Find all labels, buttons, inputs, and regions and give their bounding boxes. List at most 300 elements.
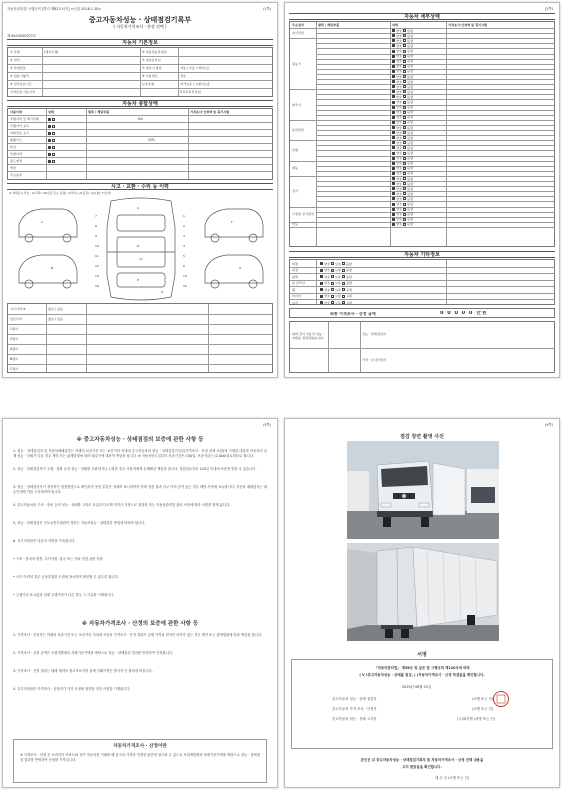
checkbox-good[interactable] <box>320 275 323 278</box>
checkbox-good[interactable] <box>48 118 51 121</box>
state-word: 양호 <box>396 84 402 89</box>
detail-group-line <box>290 227 554 228</box>
detail-group-line <box>290 176 554 177</box>
checkbox-bad[interactable] <box>403 116 406 119</box>
diagram-label: 15 <box>183 284 187 288</box>
final-price-value: 0 0 0 0 0 만원 <box>440 311 488 315</box>
checkbox-good[interactable] <box>392 131 395 134</box>
detail-state-checks <box>392 161 413 165</box>
checkbox-good[interactable] <box>392 157 395 160</box>
checkbox-bad[interactable] <box>403 106 406 109</box>
other-row: 외장 <box>292 261 298 266</box>
checkbox-good[interactable] <box>392 116 395 119</box>
state-word: 양호 <box>396 74 402 79</box>
checkbox-good[interactable] <box>392 146 395 149</box>
checkbox-bad[interactable] <box>52 132 55 135</box>
checkbox-good[interactable] <box>392 141 395 144</box>
state-word: 불량 <box>406 49 413 53</box>
basic-key: ④ 원동기형식 <box>10 74 29 78</box>
checkbox-bad[interactable] <box>52 160 55 163</box>
accident-legend: ※ 상태표시 부호 : X(교환), W(판금 또는 용접), C(부식), A(흠집), U(요철), T(손상) <box>9 191 112 195</box>
signature-box <box>289 321 555 373</box>
detail-state-checks <box>392 115 413 119</box>
checkbox-bad[interactable] <box>403 146 406 149</box>
checkbox-bad[interactable] <box>52 146 55 149</box>
document-number: 제 8420000972호 <box>7 34 37 38</box>
detail-row-line <box>316 171 554 172</box>
unit-km: Km <box>138 117 144 121</box>
state-word: 불량 <box>406 186 413 191</box>
diagram-label: 3 <box>183 234 185 238</box>
detail-row-line <box>316 135 554 136</box>
paragraph: 5. 성능 · 상태점검은 국토교통부장관이 정하는 자동차성능 · 상태점검 방법에 따라야 합니다. <box>13 521 146 525</box>
page-number: (2쪽) <box>544 7 553 11</box>
detail-row-line <box>316 166 554 167</box>
checkbox-good[interactable] <box>320 282 323 285</box>
paragraph: 1. 성능 · 상태점검자 및 자동차매매업자는 아래의 보증기간 또는 보증거리 이내에 중고자동차의 성능 · 상태점검기록부(가격조사 · 산정 선택 포함)에 기재된 내용과 자동차의 실제 성능 · 상태가 다른 경우 계약 또는 관계법령에 따라 매수인에 대하여 책임을 집니다. ※ 자동차인도일부터 보증기간은 (30)일, 보증거리는 (2,000)킬로미터로 합니다. <box>13 449 267 459</box>
overall-row: 특별이력 <box>10 152 22 156</box>
checkbox-bad[interactable] <box>52 125 55 128</box>
section-other-info: 자동차 기타정보 <box>289 251 555 258</box>
detail-group-name: 조향 <box>292 148 298 153</box>
buyer-confirm-text-2: 고지 받았음을 확인합니다. <box>402 765 442 769</box>
checkbox-good[interactable] <box>320 262 323 265</box>
checkbox-good[interactable] <box>392 136 395 139</box>
detail-state-checks <box>392 177 413 181</box>
state-word: 양호 <box>396 176 402 181</box>
checkbox-bad[interactable] <box>403 101 406 104</box>
detail-group-line <box>290 140 554 141</box>
checkbox-normal[interactable] <box>331 282 334 285</box>
state-word: 불량 <box>406 161 413 166</box>
state-word: 불량 <box>406 79 413 84</box>
detail-state-checks <box>392 90 413 94</box>
detail-row-line <box>316 145 554 146</box>
basic-value: 자가보증 / 보험사보증 <box>180 82 210 86</box>
checkbox-good[interactable] <box>392 121 395 124</box>
basic-info-table <box>7 47 273 97</box>
checkbox-bad[interactable] <box>403 55 406 58</box>
page-number: (4쪽) <box>544 423 553 427</box>
state-word: 양호 <box>396 171 402 176</box>
detail-state-checks <box>392 34 413 38</box>
inspection-photo-rear <box>347 543 499 641</box>
checkbox-bad[interactable] <box>403 95 406 98</box>
checkbox-bad[interactable] <box>403 197 406 200</box>
checkbox-good[interactable] <box>392 85 395 88</box>
state-word: 불량 <box>406 100 413 104</box>
overall-row: 용도변경 <box>10 159 22 163</box>
paragraph: 4. 중고자동차의 구조 · 장치 등의 성능 · 상태를 고의로 사실과 다르게 적거나 거짓으로 점검한 자는 자동차관리법 관련 조항에 따라 처벌을 받게 됩니다. <box>13 503 231 507</box>
checkbox-bad[interactable] <box>403 167 406 170</box>
checkbox-bad[interactable] <box>403 34 406 37</box>
diagram-label: 10 <box>95 244 99 248</box>
checkbox-bad[interactable] <box>403 121 406 124</box>
checkbox-bad[interactable] <box>403 111 406 114</box>
state-word: 불량 <box>406 196 413 201</box>
checkbox-good[interactable] <box>392 167 395 170</box>
detail-state-checks <box>392 146 413 150</box>
accident-detail-table <box>7 303 273 373</box>
accident-row: A랭크 <box>10 347 19 351</box>
detail-state-checks <box>392 54 413 58</box>
state-word: 양호 <box>396 100 402 104</box>
overall-state-table <box>7 108 273 180</box>
checkbox-bad[interactable] <box>403 65 406 68</box>
checkbox-bad[interactable] <box>403 192 406 195</box>
accident-summary-key: 사고이력 ※ <box>10 307 26 311</box>
checkbox-good[interactable] <box>48 132 51 135</box>
basic-key: 보증유형 <box>142 82 154 86</box>
checkbox-good[interactable] <box>320 288 323 291</box>
state-word: 양호 <box>396 43 402 48</box>
checkbox-normal[interactable] <box>331 275 334 278</box>
accident-row: B랭크 <box>10 357 19 361</box>
document-subtitle: ( 자동차가격조사 · 산정 선택 ) <box>113 24 167 29</box>
checkbox-good[interactable] <box>392 29 395 32</box>
checkbox-bad[interactable] <box>403 70 406 73</box>
checkbox-bad[interactable] <box>403 141 406 144</box>
state-word: 불량 <box>406 125 413 130</box>
checkbox-good[interactable] <box>392 126 395 129</box>
state-word: 양호 <box>396 94 402 99</box>
detail-state-checks <box>392 197 413 201</box>
checkbox-normal[interactable] <box>331 269 334 272</box>
checkbox-bad[interactable] <box>342 269 345 272</box>
other-row: 휠 <box>292 287 295 292</box>
checkbox-good[interactable] <box>392 90 395 93</box>
checkbox-bad[interactable] <box>403 29 406 32</box>
signer-role: 중고자동차 성능 · 상태 고지자 <box>332 717 377 721</box>
detail-group-name: 원동기 <box>292 61 301 66</box>
detail-row-line <box>316 212 554 213</box>
checkbox-replace[interactable] <box>342 301 345 304</box>
diagram-label: D <box>137 244 140 248</box>
detail-row-line <box>316 59 554 60</box>
diagram-label: 4 <box>183 244 185 248</box>
detail-state-checks <box>392 85 413 89</box>
checkbox-good[interactable] <box>48 139 51 142</box>
state-word: 양호 <box>396 166 402 171</box>
checkbox-normal[interactable] <box>331 288 334 291</box>
state-word: 양호 <box>396 222 402 227</box>
checkbox-bad[interactable] <box>403 39 406 42</box>
detail-row-line <box>316 196 554 197</box>
state-word: 불량 <box>406 69 413 74</box>
detail-state-table <box>289 21 555 247</box>
checkbox-bad[interactable] <box>342 282 345 285</box>
other-info-table: 외장 내장 광택 룸 클리닝 휠 타이어 유리 양호 보통 불량 양호 보통 불량 양호 보통 불량 양호 보통 불량 양호 보통 교체 양호 보통 교체 양호 보통 교체 <box>289 259 555 305</box>
signature-title: 서명 <box>417 652 427 658</box>
section-accident-history: 사고 · 교환 · 수리 등 이력 <box>7 183 273 190</box>
state-word: 양호 <box>396 89 402 94</box>
detail-row-line <box>316 74 554 75</box>
overall-head: 상태 <box>48 110 54 114</box>
checkbox-good[interactable] <box>392 34 395 37</box>
state-word: 양호 <box>396 59 402 64</box>
checkbox-good[interactable] <box>392 65 395 68</box>
checkbox-bad[interactable] <box>403 208 406 211</box>
checkbox-bad[interactable] <box>403 131 406 134</box>
detail-group-name: 연료 <box>292 222 298 227</box>
state-word: 불량 <box>406 84 413 89</box>
detail-head: 가격조사·산정액 및 특기사항 <box>448 23 488 27</box>
detail-state-checks <box>392 131 413 135</box>
page-3-warranty-notice <box>2 418 278 788</box>
checkbox-bad[interactable] <box>403 213 406 216</box>
checkbox-bad[interactable] <box>342 262 345 265</box>
buyer-signature: 매 수 인 (서명 또는 인) <box>435 776 470 780</box>
basic-value: 경유 <box>180 74 186 78</box>
overall-row: 차대번호 표기 <box>10 131 29 135</box>
checkbox-good[interactable] <box>320 301 323 304</box>
checkbox-bad[interactable] <box>403 80 406 83</box>
basic-value: 0 0 0 0 0 만원 <box>180 90 201 94</box>
checkbox-good[interactable] <box>48 160 51 163</box>
checkbox-bad[interactable] <box>403 218 406 221</box>
overall-row: 주요옵션 <box>10 173 22 177</box>
accident-row: 1랭크 <box>10 327 18 331</box>
state-word: 불량 <box>406 28 413 33</box>
checkbox-bad[interactable] <box>52 118 55 121</box>
basic-key: ⑥ 최초등록일 <box>142 58 161 62</box>
overall-head: 사용이력 <box>10 110 22 114</box>
checkbox-good[interactable] <box>392 218 395 221</box>
state-word: 양호 <box>396 120 402 125</box>
checkbox-bad[interactable] <box>403 75 406 78</box>
detail-head: 상태 <box>392 23 398 27</box>
detail-group-name: 변속기 <box>292 102 301 107</box>
state-word: 불량 <box>406 38 413 43</box>
checkbox-good[interactable] <box>392 50 395 53</box>
document-title: 중고자동차성능 · 상태점검기록부 <box>88 16 192 24</box>
checkbox-bad[interactable] <box>403 177 406 180</box>
detail-group-name: 제동 <box>292 166 298 171</box>
checkbox-normal[interactable] <box>331 262 334 265</box>
paragraph: 6. 특기사항란은 다음의 사항을 기록합니다. <box>13 539 76 543</box>
checkbox-good[interactable] <box>392 80 395 83</box>
checkbox-good[interactable] <box>392 55 395 58</box>
diagram-label: 2 <box>183 224 185 228</box>
checkbox-good[interactable] <box>392 203 395 206</box>
detail-state-checks <box>392 202 413 206</box>
detail-state-checks <box>392 212 413 216</box>
state-word: 양호 <box>396 28 402 33</box>
detail-row-line <box>316 54 554 55</box>
detail-group-name: 자기진단 <box>292 31 304 36</box>
checkbox-bad[interactable] <box>403 90 406 93</box>
detail-row-line <box>316 191 554 192</box>
vehicle-diagram <box>11 197 271 301</box>
checkbox-good[interactable] <box>392 106 395 109</box>
checkbox-normal[interactable] <box>331 301 334 304</box>
state-word: 불량 <box>406 145 413 150</box>
detail-state-checks <box>392 192 413 196</box>
final-price-row <box>289 308 555 318</box>
checkbox-good[interactable] <box>392 70 395 73</box>
state-word: 불량 <box>406 89 413 94</box>
detail-state-checks <box>392 49 413 53</box>
checkbox-bad[interactable] <box>52 153 55 156</box>
state-word: 불량 <box>406 120 413 125</box>
signature-law-text: 「자동차관리법」 제58조 및 같은 법 시행규칙 제120조에 따라 <box>374 666 470 670</box>
diagram-label: 12 <box>95 264 99 268</box>
state-word: 양호 <box>396 69 402 74</box>
inspection-photo-front <box>347 441 499 539</box>
company-seal-icon <box>492 690 510 708</box>
checkbox-good[interactable] <box>48 153 51 156</box>
detail-row-line <box>316 94 554 95</box>
repair-summary-value: 없음 / 있음 <box>48 317 63 321</box>
checkbox-good[interactable] <box>392 223 395 226</box>
detail-row-line <box>316 130 554 131</box>
detail-state-checks <box>392 59 413 63</box>
checkbox-good[interactable] <box>392 44 395 47</box>
checkbox-bad[interactable] <box>342 275 345 278</box>
state-word: 양호 <box>396 115 402 120</box>
checkbox-good[interactable] <box>392 75 395 78</box>
state-word: 양호 <box>396 49 402 53</box>
overall-head: 가격조사·산정액 및 특기사항 <box>190 110 230 114</box>
state-word: 불량 <box>406 212 413 217</box>
state-word: 양호 <box>396 181 402 186</box>
percent-value: 20% <box>148 138 155 142</box>
state-word: 양호 <box>396 202 402 206</box>
checkbox-bad[interactable] <box>403 50 406 53</box>
detail-state-checks <box>392 207 413 211</box>
checkbox-good[interactable] <box>392 60 395 63</box>
detail-row-line <box>316 48 554 49</box>
checkbox-good[interactable] <box>48 146 51 149</box>
checkbox-replace[interactable] <box>342 288 345 291</box>
checkbox-replace[interactable] <box>342 295 345 298</box>
detail-state-checks <box>392 182 413 186</box>
state-word: 양호 <box>396 212 402 217</box>
state-word: 불량 <box>406 191 413 196</box>
checkbox-good[interactable] <box>320 269 323 272</box>
checkbox-good[interactable] <box>392 187 395 190</box>
checkbox-good[interactable] <box>48 125 51 128</box>
state-word: 양호 <box>396 64 402 69</box>
paragraph: 2. 성능 · 상태점검자가 주행 · 점화 등의 성능 · 상태를 오판하거나 누락한 경우 사용자에게 손해배상 책임을 집니다. 점검일로부터 120일 이내에 보증을 받을 수 있습니다. <box>13 467 257 471</box>
page-number: (1쪽) <box>262 7 271 11</box>
state-word: 양호 <box>396 191 402 196</box>
state-word: 불량 <box>406 110 413 115</box>
detail-row-line <box>316 217 554 218</box>
diagram-label: C <box>137 206 140 210</box>
other-row: 유리 <box>292 300 298 305</box>
detail-row-line <box>316 69 554 70</box>
checkbox-bad[interactable] <box>403 223 406 226</box>
checkbox-bad[interactable] <box>52 139 55 142</box>
checkbox-bad[interactable] <box>403 157 406 160</box>
diagram-label: 17 <box>139 257 143 261</box>
checkbox-bad[interactable] <box>403 126 406 129</box>
checkbox-normal[interactable] <box>331 295 334 298</box>
diagram-label: F <box>231 220 233 224</box>
basic-key: ⑦ 변속기 종류 <box>142 66 162 70</box>
basic-key: ① 차명 <box>10 50 20 54</box>
detail-state-checks <box>392 64 413 68</box>
detail-state-checks <box>392 105 413 109</box>
checkbox-bad[interactable] <box>403 162 406 165</box>
diagram-label: 11 <box>95 254 99 258</box>
state-word: 불량 <box>406 151 413 155</box>
checkbox-good[interactable] <box>392 101 395 104</box>
detail-row-line <box>316 43 554 44</box>
section-detail-state: 자동차 세부상태 <box>289 13 555 20</box>
checkbox-good[interactable] <box>392 152 395 155</box>
checkbox-good[interactable] <box>392 111 395 114</box>
detail-state-checks <box>392 126 413 130</box>
detail-head: 항목 / 해당부품 <box>318 23 340 27</box>
photos-title: 점검 장면 촬영 사진 <box>400 434 444 440</box>
checkbox-good[interactable] <box>392 192 395 195</box>
checkbox-good[interactable] <box>392 177 395 180</box>
checkbox-bad[interactable] <box>403 44 406 47</box>
basic-key: ⑧ 사용연료 <box>142 74 158 78</box>
detail-state-checks <box>392 69 413 73</box>
state-word: 양호 <box>396 196 402 201</box>
checkbox-bad[interactable] <box>403 182 406 185</box>
detail-row-line <box>316 64 554 65</box>
diagram-label: 5 <box>183 254 185 258</box>
state-word: 양호 <box>396 156 402 161</box>
detail-state-checks <box>392 141 413 145</box>
paragraph: 3. 가격조사 · 산정 결과는 매매 계약의 참고자료이며 실제 거래가격은 당사자 간 합의에 따릅니다. <box>13 669 153 673</box>
signer-name: (주)회사명 (서명 또는 인) <box>457 717 496 721</box>
detail-state-checks <box>392 120 413 124</box>
checkbox-bad[interactable] <box>403 152 406 155</box>
checkbox-bad[interactable] <box>403 203 406 206</box>
detail-state-checks <box>392 44 413 48</box>
checkbox-good[interactable] <box>392 197 395 200</box>
detail-group-line <box>290 38 554 39</box>
checkbox-good[interactable] <box>320 295 323 298</box>
overall-row: 배출가스 <box>10 138 22 142</box>
checkbox-bad[interactable] <box>403 85 406 88</box>
detail-group-line <box>290 222 554 223</box>
detail-state-checks <box>392 75 413 79</box>
checkbox-good[interactable] <box>392 39 395 42</box>
state-word: 불량 <box>406 59 413 64</box>
detail-group-line <box>290 161 554 162</box>
checkbox-bad[interactable] <box>403 172 406 175</box>
checkbox-bad[interactable] <box>403 60 406 63</box>
paragraph: • 구조 · 장치의 변경, 특이사항, 침수 또는 기타 점검 관련 사항 <box>13 557 103 561</box>
checkbox-good[interactable] <box>392 172 395 175</box>
checkbox-good[interactable] <box>392 95 395 98</box>
signer-role-appraiser: 가격 · 조사산정자 <box>362 358 386 362</box>
state-word: 불량 <box>406 54 413 59</box>
overall-row: 주행거리 및 계기상태 <box>10 117 39 121</box>
basic-key: ⑨ 검사유효기간 <box>10 82 32 86</box>
state-word: 양호 <box>396 207 402 212</box>
checkbox-bad[interactable] <box>403 187 406 190</box>
state-word: 양호 <box>396 105 402 110</box>
checkbox-good[interactable] <box>392 182 395 185</box>
checkbox-good[interactable] <box>392 208 395 211</box>
basic-key: 가격산정 기준가격 <box>10 90 35 94</box>
detail-state-checks <box>392 187 413 191</box>
checkbox-good[interactable] <box>392 162 395 165</box>
detail-state-checks <box>392 222 413 226</box>
repair-summary-key: 단순수리 <box>10 317 22 321</box>
checkbox-bad[interactable] <box>403 136 406 139</box>
buyer-confirm-text: 본인은 위 중고자동차성능 · 상태점검기록부 및 자동차가격조사 · 산정 선택 내용을 <box>360 758 484 762</box>
checkbox-good[interactable] <box>392 213 395 216</box>
diagram-label: 9 <box>95 234 97 238</box>
